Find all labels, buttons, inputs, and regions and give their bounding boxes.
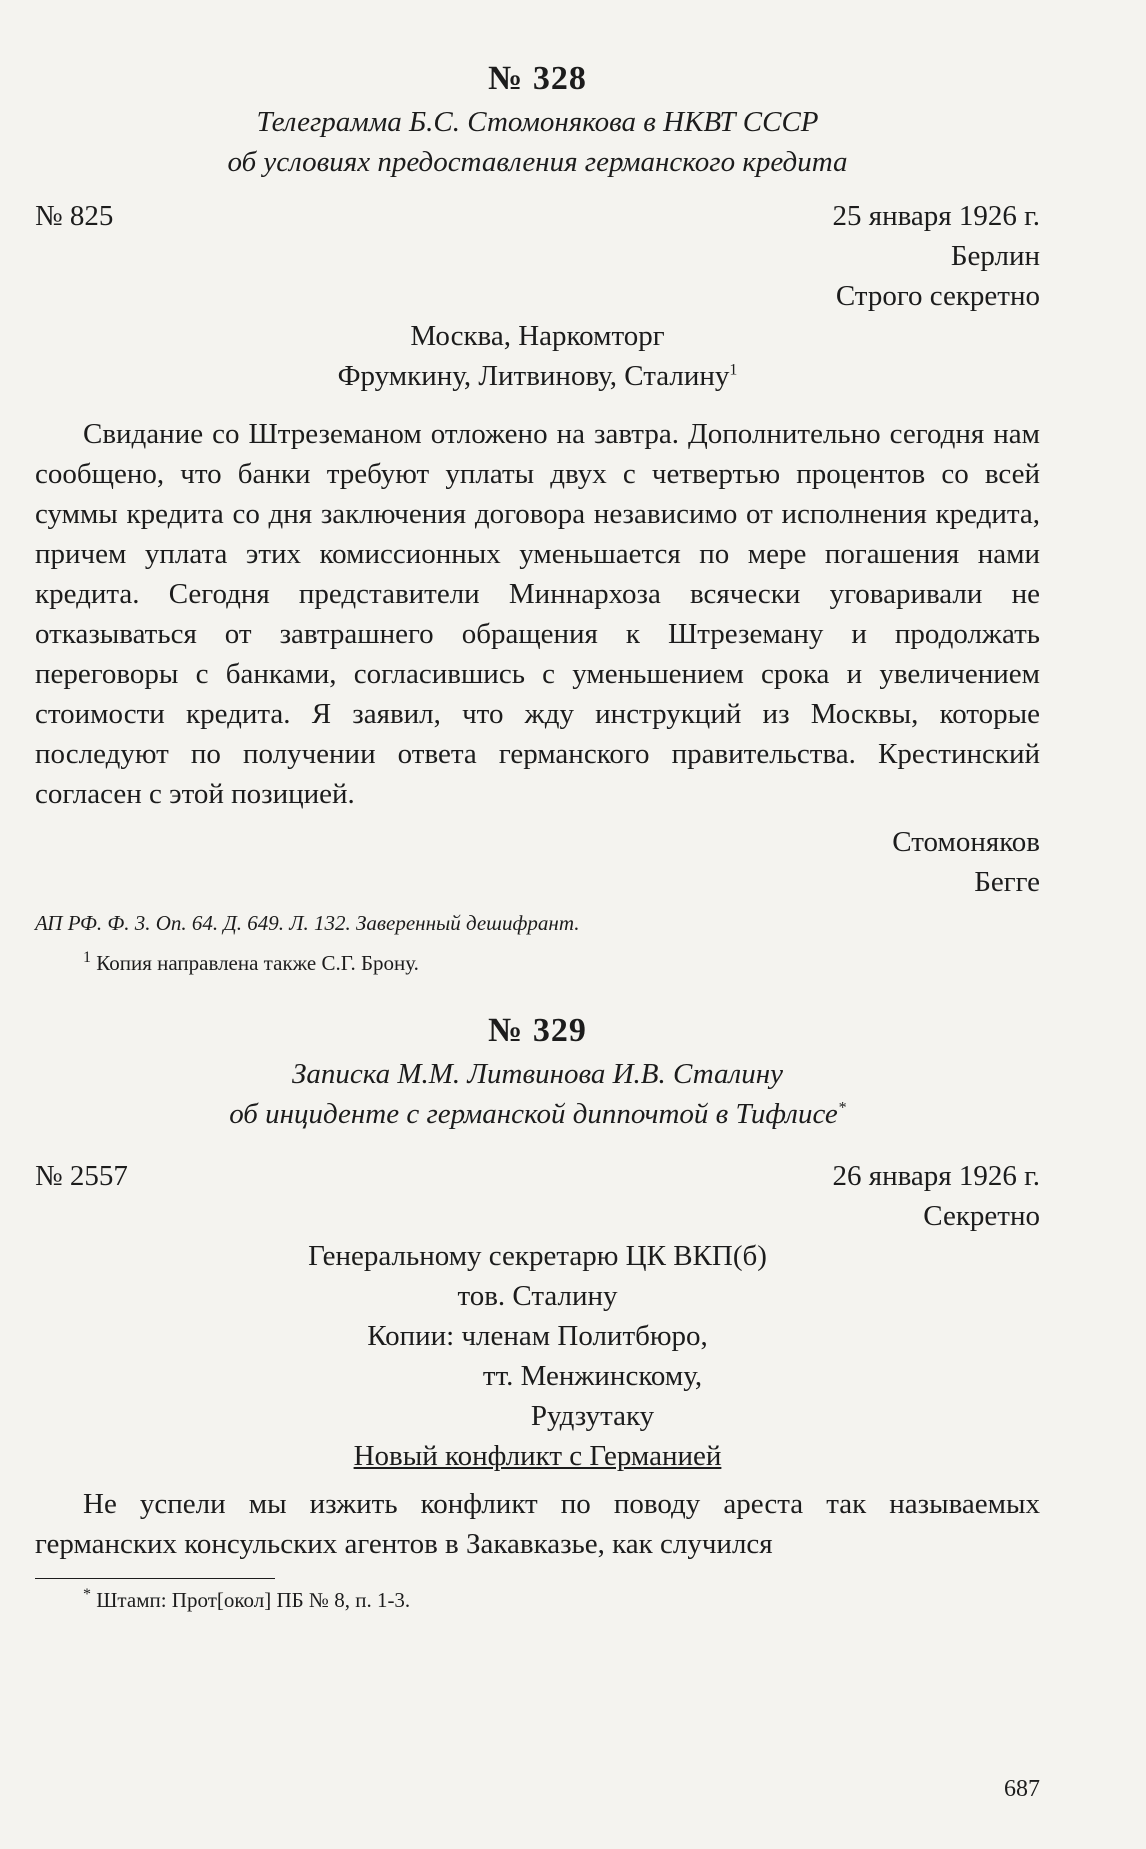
doc329-date: 26 января 1926 г.: [832, 1160, 1040, 1192]
doc328-footnote-wrap: [83, 948, 1040, 978]
footnote-divider: [35, 1578, 275, 1579]
doc328-signature2: Бегге: [974, 866, 1040, 898]
doc329-title-line2-wrap: [35, 1094, 1040, 1134]
doc328-address-line2-wrap: [35, 356, 1040, 396]
doc329-meta-row: [35, 1156, 1040, 1196]
doc329-title-mark: *: [837, 1099, 846, 1117]
doc329-reg-number: № 2557: [35, 1160, 128, 1192]
doc329-footnote: Штамп: Прот[окол] ПБ № 8, п. 1-3.: [96, 1588, 411, 1612]
doc329-address-line2: тов. Сталину: [457, 1280, 618, 1312]
doc329-body: Не успели мы изжить конфликт по поводу ареста так называемых германских консульских агентов в Закавказье, как случился: [35, 1488, 1040, 1560]
doc329-heading: Новый конфликт с Германией: [353, 1440, 722, 1472]
doc329-address-line1: Генеральному секретарю ЦК ВКП(б): [308, 1240, 767, 1272]
doc329-copies-line1: Копии: членам Политбюро,: [367, 1320, 708, 1352]
doc329-title-line1: Записка М.М. Литвинова И.В. Сталину: [292, 1058, 783, 1090]
doc328-reg-number: № 825: [35, 200, 114, 232]
page-number: 687: [1004, 1776, 1040, 1802]
doc328-footnote-mark: 1: [83, 949, 91, 966]
doc328-title-line2: об условиях предоставления германского кредита: [227, 146, 848, 178]
doc329-copies-line3: Рудзутаку: [530, 1400, 655, 1432]
doc329-footnote-mark: *: [83, 1586, 91, 1603]
doc328-number: № 328: [488, 60, 587, 97]
doc329-title-line2: об инциденте с германской диппочтой в Тифлисе: [229, 1098, 838, 1130]
doc328-date: 25 января 1926 г.: [832, 200, 1040, 232]
doc328-signature1: Стомоняков: [892, 826, 1040, 858]
doc328-address-line2: Фрумкину, Литвинову, Сталину: [337, 360, 730, 392]
doc329-footnote-wrap: [83, 1585, 1040, 1615]
doc329-copies-line2: тт. Менжинскому,: [482, 1360, 703, 1392]
doc328-body: Свидание со Штреземаном отложено на завтра. Дополнительно сегодня нам сообщено, что банки требуют уплаты двух с четвертью процентов со всей суммы кредита со дня заключения договора независимо от исполнения кредита, причем уплата этих комиссионных уменьшается по мере погашения нами кредита. Сегодня представители Миннархоза всячески уговаривали не отказываться от завтрашнего обращения к Штреземану и продолжать переговоры с банками, согласившись с уменьшением срока и увеличением стоимости кредита. Я заявил, что жду инструкций из Москвы, которые последуют по получении ответа германского правительства. Крестинский согласен с этой позицией.: [35, 418, 1040, 810]
doc328-meta-row: [35, 196, 1040, 236]
doc328-place: Берлин: [950, 240, 1040, 272]
document-page: [35, 60, 1040, 1615]
doc328-title-line1: Телеграмма Б.С. Стомонякова в НКВТ СССР: [256, 106, 819, 138]
doc328-footnote: Копия направлена также С.Г. Брону.: [96, 951, 419, 975]
doc328-address-mark: 1: [729, 361, 738, 379]
doc328-classification: Строго секретно: [835, 280, 1040, 312]
doc329-number: № 329: [488, 1012, 587, 1049]
doc328-address-line1: Москва, Наркомторг: [410, 320, 665, 352]
doc329-classification: Секретно: [923, 1200, 1040, 1232]
doc328-source: АП РФ. Ф. 3. Оп. 64. Д. 649. Л. 132. Заверенный дешифрант.: [35, 911, 580, 935]
